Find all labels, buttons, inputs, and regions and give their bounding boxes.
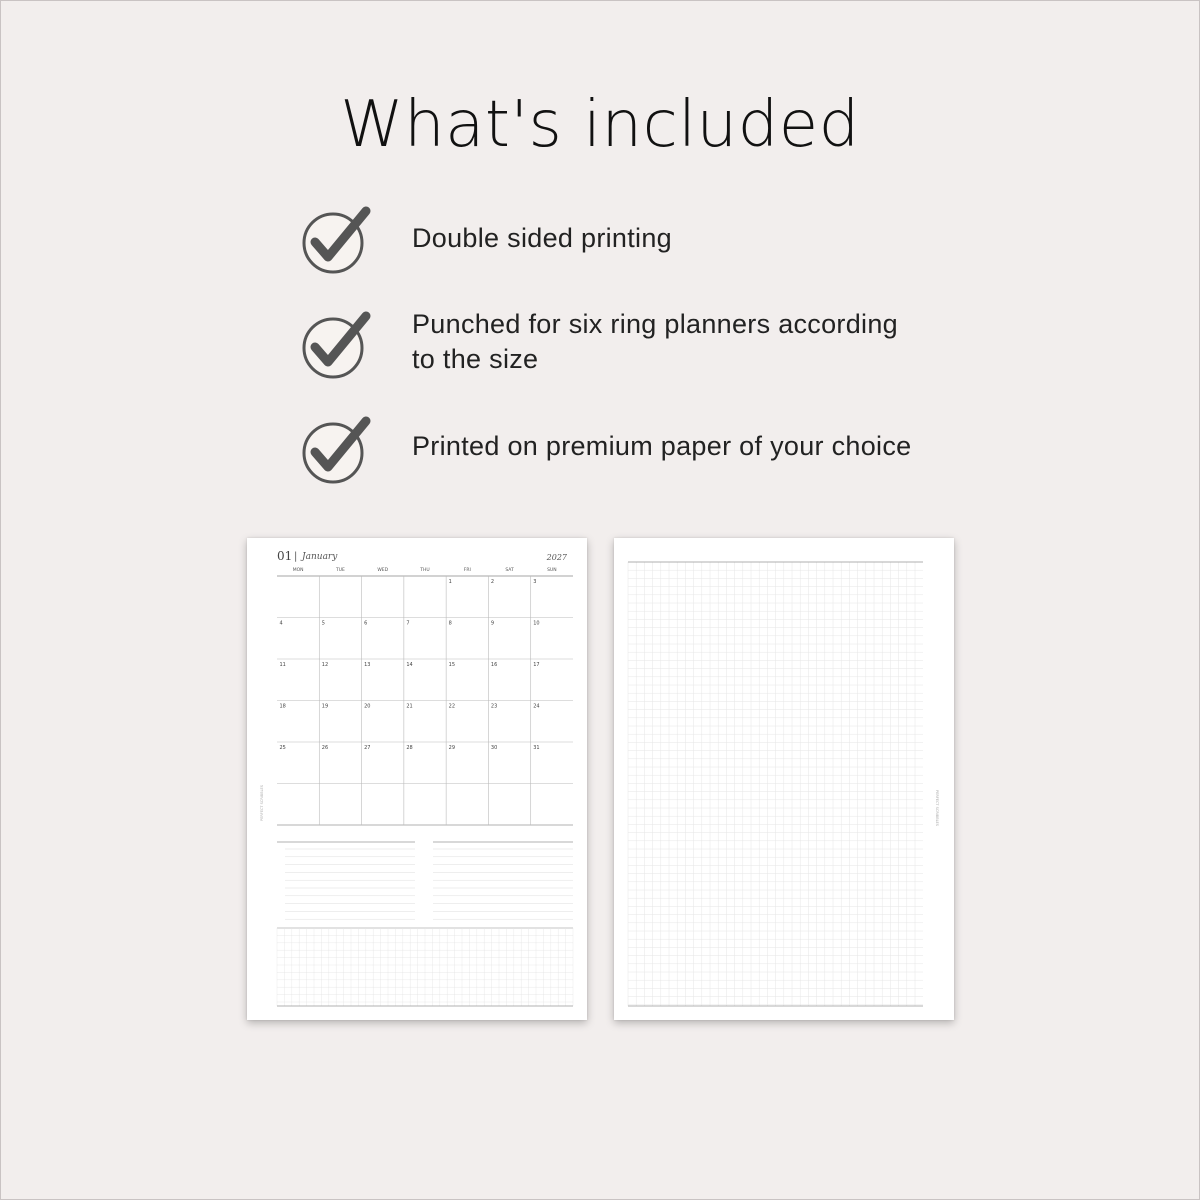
feature-item-punched (300, 310, 1000, 382)
calendar-month-number: 01 (277, 549, 293, 563)
calendar-day-number: 5 (321, 620, 325, 627)
calendar-day-number: 1 (448, 579, 452, 585)
calendar-day-number: 12 (321, 662, 329, 668)
calendar-day-number: 18 (279, 703, 286, 710)
feature-item-premium-paper (300, 415, 1000, 487)
calendar-day-number: 23 (490, 703, 498, 710)
calendar-day-number: 24 (533, 703, 540, 710)
calendar-day-number: 10 (533, 620, 540, 627)
calendar-day-number: 11 (279, 662, 286, 668)
weekday-label: WED (377, 568, 389, 573)
grid-side-text: PERFECT SCRIBBLES (935, 790, 939, 826)
weekday-label: SUN (547, 568, 557, 573)
calendar-day-number: 13 (364, 662, 371, 668)
calendar-day-number: 20 (364, 703, 371, 710)
weekday-label: SAT (505, 568, 514, 573)
calendar-day-number: 29 (448, 745, 456, 751)
calendar-day-number: 19 (321, 703, 329, 710)
calendar-year: 2027 (546, 553, 567, 562)
feature-item-double-sided (300, 205, 1000, 277)
weekday-label: THU (420, 568, 430, 573)
grid-notes-page (614, 538, 954, 1020)
calendar-day-number: 9 (490, 620, 495, 627)
feature-text-line: Punched for six ring planners according (412, 309, 898, 339)
feature-text-line: Printed on premium paper of your choice (412, 431, 912, 461)
weekday-label: TUE (335, 568, 345, 573)
monthly-calendar-page (247, 538, 587, 1020)
feature-text-line: to the size (412, 344, 539, 374)
calendar-day-number: 25 (279, 745, 286, 751)
calendar-day-number: 21 (406, 703, 413, 710)
calendar-day-number: 16 (490, 662, 498, 668)
calendar-day-number: 6 (364, 620, 368, 627)
calendar-day-number: 8 (448, 620, 452, 627)
calendar-day-number: 2 (490, 579, 495, 585)
calendar-day-number: 15 (448, 662, 456, 668)
calendar-day-number: 27 (364, 745, 371, 751)
weekday-label: MON (292, 568, 304, 573)
calendar-day-number: 17 (533, 662, 540, 668)
page-title: What's included (340, 88, 860, 162)
weekday-label: FRI (463, 568, 471, 573)
calendar-day-number: 26 (321, 745, 329, 751)
checkmark-circle-icon (300, 415, 372, 487)
calendar-day-number: 31 (533, 745, 540, 751)
calendar-day-number: 4 (279, 620, 283, 627)
checkmark-circle-icon (300, 205, 372, 277)
calendar-separator: | (294, 551, 298, 562)
calendar-day-number: 14 (406, 662, 413, 668)
checkmark-circle-icon (300, 310, 372, 382)
calendar-side-text: PERFECT SCRIBBLES (260, 785, 264, 821)
calendar-day-number: 3 (533, 579, 537, 585)
calendar-day-number: 30 (490, 745, 498, 751)
calendar-day-number: 7 (406, 620, 410, 627)
feature-text-line: Double sided printing (412, 223, 672, 253)
calendar-day-number: 28 (406, 745, 413, 751)
calendar-month-name: January (302, 552, 338, 562)
calendar-day-number: 22 (448, 703, 456, 710)
